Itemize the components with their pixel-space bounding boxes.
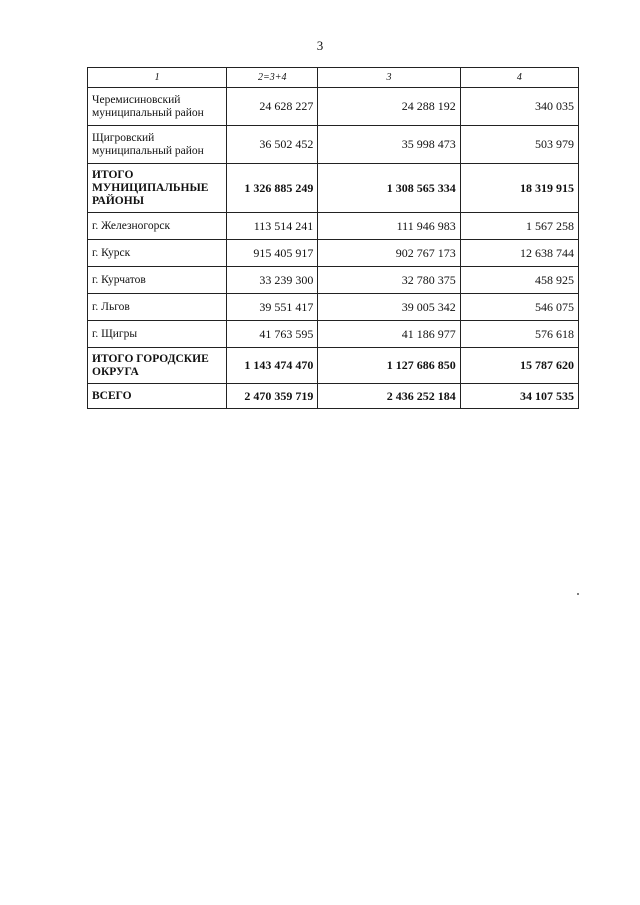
row-col4: 18 319 915 <box>460 164 578 213</box>
row-col4: 1 567 258 <box>460 213 578 240</box>
row-col3: 2 436 252 184 <box>318 384 460 409</box>
row-col4: 34 107 535 <box>460 384 578 409</box>
scan-speck <box>577 593 579 595</box>
row-name: г. Льгов <box>88 294 227 321</box>
row-name: ИТОГО МУНИЦИПАЛЬНЫЕ РАЙОНЫ <box>88 164 227 213</box>
row-col4: 12 638 744 <box>460 240 578 267</box>
row-name: г. Курчатов <box>88 267 227 294</box>
row-col3: 1 308 565 334 <box>318 164 460 213</box>
row-col4: 15 787 620 <box>460 348 578 384</box>
row-name: Черемисиновский муниципальный район <box>88 88 227 126</box>
table-row <box>88 126 579 164</box>
row-col3: 39 005 342 <box>318 294 460 321</box>
row-name: ВСЕГО <box>88 384 227 409</box>
row-total: 41 763 595 <box>227 321 318 348</box>
row-total: 33 239 300 <box>227 267 318 294</box>
row-col4: 576 618 <box>460 321 578 348</box>
row-total: 39 551 417 <box>227 294 318 321</box>
budget-table <box>87 67 579 409</box>
row-col3: 902 767 173 <box>318 240 460 267</box>
row-name: г. Щигры <box>88 321 227 348</box>
row-col4: 340 035 <box>460 88 578 126</box>
row-total: 1 143 474 470 <box>227 348 318 384</box>
row-col3: 1 127 686 850 <box>318 348 460 384</box>
table-row <box>88 294 579 321</box>
row-name: Щигровский муниципальный район <box>88 126 227 164</box>
table-header-row <box>88 68 579 88</box>
table-row <box>88 88 579 126</box>
row-col3: 111 946 983 <box>318 213 460 240</box>
row-col3: 24 288 192 <box>318 88 460 126</box>
row-total: 24 628 227 <box>227 88 318 126</box>
row-total: 113 514 241 <box>227 213 318 240</box>
row-total: 915 405 917 <box>227 240 318 267</box>
row-total: 36 502 452 <box>227 126 318 164</box>
row-name: г. Курск <box>88 240 227 267</box>
page-number: 3 <box>316 38 324 53</box>
subtotal-row <box>88 164 579 213</box>
column-header: 1 <box>88 68 227 88</box>
row-total: 1 326 885 249 <box>227 164 318 213</box>
table-row <box>88 213 579 240</box>
table-row <box>88 267 579 294</box>
row-col4: 546 075 <box>460 294 578 321</box>
row-total: 2 470 359 719 <box>227 384 318 409</box>
column-header: 2=3+4 <box>227 68 318 88</box>
row-col4: 503 979 <box>460 126 578 164</box>
table-row <box>88 240 579 267</box>
column-header: 3 <box>318 68 460 88</box>
table-row <box>88 321 579 348</box>
row-col3: 35 998 473 <box>318 126 460 164</box>
row-name: г. Железногорск <box>88 213 227 240</box>
column-header: 4 <box>460 68 578 88</box>
row-col3: 41 186 977 <box>318 321 460 348</box>
row-col3: 32 780 375 <box>318 267 460 294</box>
row-col4: 458 925 <box>460 267 578 294</box>
subtotal-row <box>88 348 579 384</box>
grand-total-row <box>88 384 579 409</box>
row-name: ИТОГО ГОРОДСКИЕ ОКРУГА <box>88 348 227 384</box>
